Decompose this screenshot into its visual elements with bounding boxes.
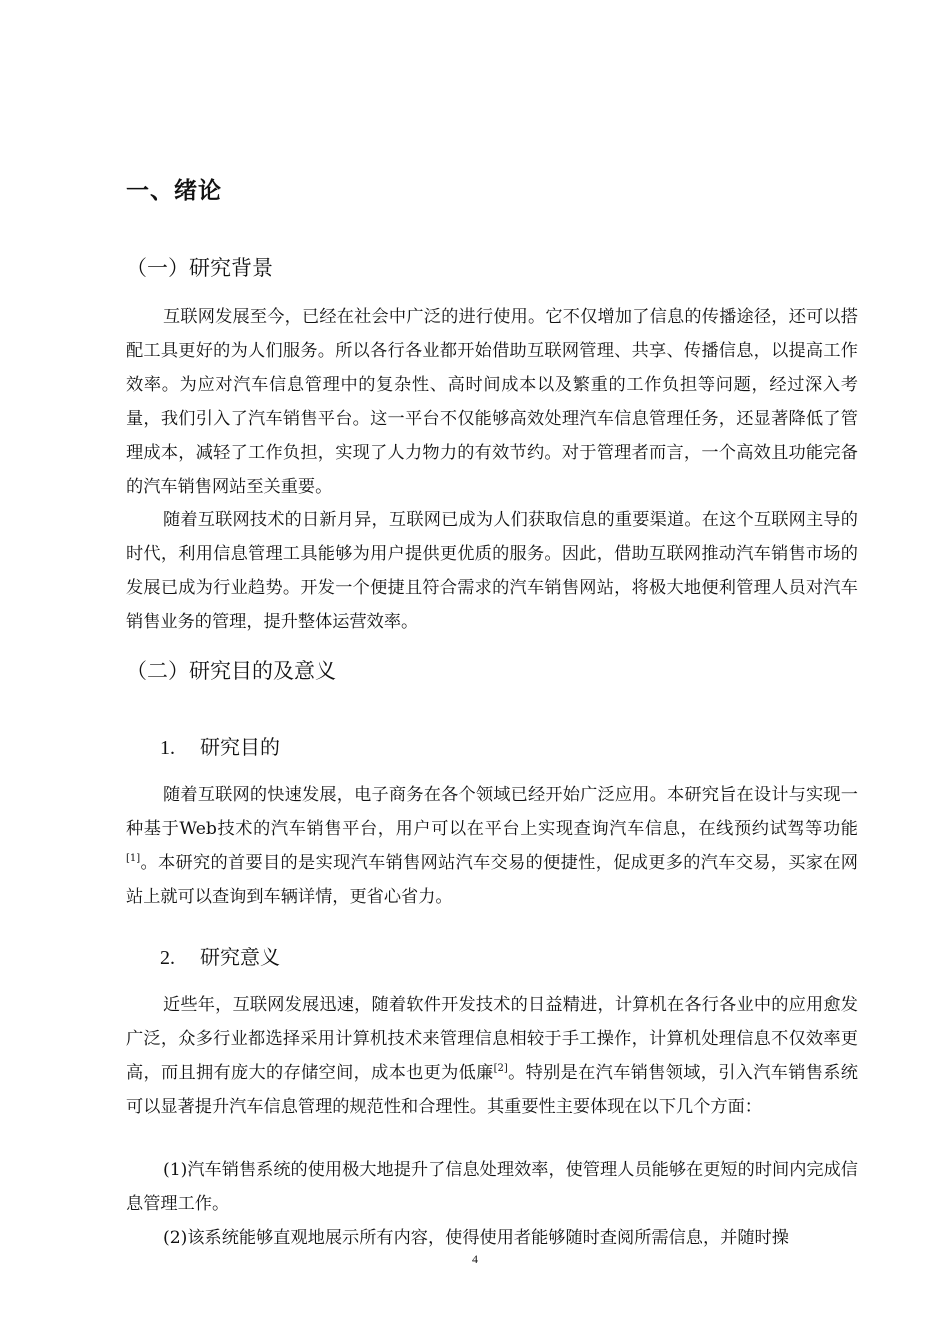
section-heading-background: （一）研究背景 [126, 256, 273, 280]
citation-ref-2: [2] [493, 1063, 508, 1074]
list-item-2: (2)该系统能够直观地展示所有内容，使得使用者能够随时查阅所需信息，并随时操 [163, 1228, 789, 1248]
paragraph-background-2: 随着互联网技术的日新月异，互联网已成为人们获取信息的重要渠道。在这个互联网主导的时代，利用信息管理工具能够为用户提供更优质的服务。因此，借助互联网推动汽车销售市场的发展已成为行业趋势。开发一个便捷且符合需求的汽车销售网站，将极大地便利管理人员对汽车销售业务的管理，提升整体运营效率。 [126, 510, 858, 632]
paragraph-background-1: 互联网发展至今，已经在社会中广泛的进行使用。它不仅增加了信息的传播途径，还可以搭配工具更好的为人们服务。所以各行各业都开始借助互联网管理、共享、传播信息，以提高工作效率。为应对汽车信息管理中的复杂性、高时间成本以及繁重的工作负担等问题，经过深入考量，我们引入了汽车销售平台。这一平台不仅能够高效处理汽车信息管理任务，还显著降低了管理成本，减轻了工作负担，实现了人力物力的有效节约。对于管理者而言，一个高效且功能完备的汽车销售网站至关重要。 [126, 307, 858, 497]
paragraph-purpose-text-b: 。本研究的首要目的是实现汽车销售网站汽车交易的便捷性，促成更多的汽车交易，买家在网站上就可以查询到车辆详情，更省心省力。 [126, 853, 858, 907]
paragraph-purpose [126, 778, 858, 914]
page-number: 4 [472, 1252, 478, 1266]
section-heading-purpose-significance: （二）研究目的及意义 [126, 659, 336, 683]
subsection-number: 1. [160, 737, 175, 759]
subsection-heading-purpose [160, 731, 280, 760]
subsection-title: 研究目的 [200, 735, 280, 759]
subsection-number: 2. [160, 947, 175, 969]
chapter-heading: 一、绪论 [126, 178, 222, 204]
subsection-heading-significance [160, 941, 280, 970]
list-item-1: (1)汽车销售系统的使用极大地提升了信息处理效率，使管理人员能够在更短的时间内完成信息管理工作。 [126, 1160, 858, 1214]
paragraph-significance-text-a: 近些年，互联网发展迅速，随着软件开发技术的日益精进，计算机在各行各业中的应用愈发广泛，众多行业都选择采用计算机技术来管理信息相较于手工操作，计算机处理信息不仅效率更高，而且拥有庞大的存储空间，成本也更为低廉 [126, 995, 858, 1083]
paragraph-significance [126, 988, 858, 1124]
subsection-title: 研究意义 [200, 945, 280, 969]
paragraph-significance-text-b: 。特别是在汽车销售领域，引入汽车销售系统可以显著提升汽车信息管理的规范性和合理性。其重要性主要体现在以下几个方面： [126, 1063, 858, 1117]
paragraph-purpose-text-a: 随着互联网的快速发展，电子商务在各个领域已经开始广泛应用。本研究旨在设计与实现一种基于Web技术的汽车销售平台，用户可以在平台上实现查询汽车信息，在线预约试驾等功能 [126, 785, 858, 839]
citation-ref-1: [1] [126, 853, 141, 864]
